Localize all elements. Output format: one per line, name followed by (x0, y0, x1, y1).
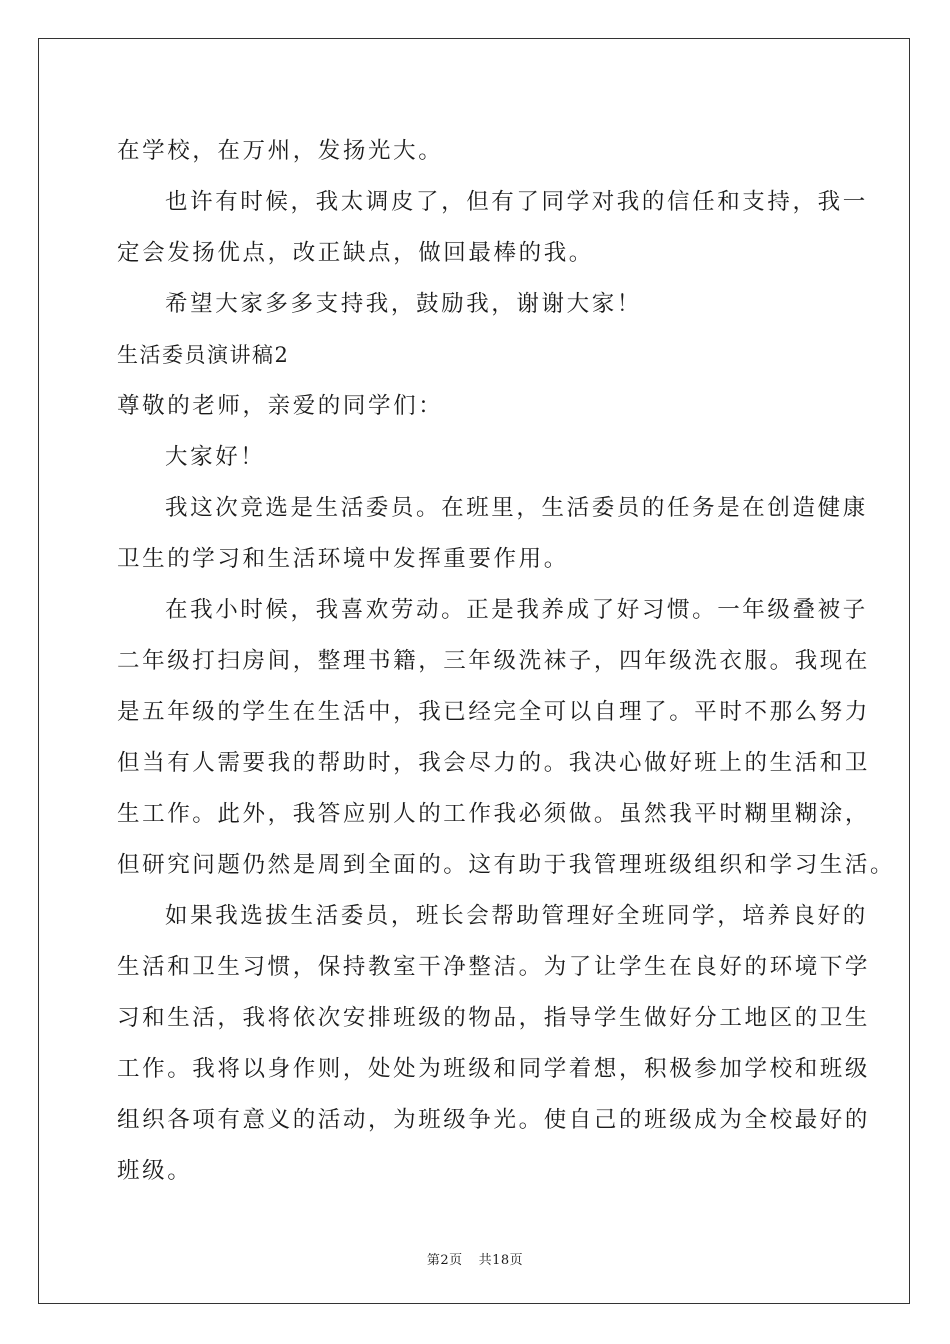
document-body (117, 126, 896, 1197)
text-line: 班级。 (117, 1158, 193, 1184)
text-line: 是五年级的学生在生活中，我已经完全可以自理了。平时不那么努力 (117, 699, 871, 725)
text-line: 组织各项有意义的活动，为班级争光。使自己的班级成为全校最好的 (117, 1107, 871, 1133)
text-line: 习和生活，我将依次安排班级的物品，指导学生做好分工地区的卫生 (117, 1005, 871, 1031)
text-line: 大家好！ (165, 444, 266, 470)
page-total: 共18页 (478, 1253, 524, 1268)
text-line: 但当有人需要我的帮助时，我会尽力的。我决心做好班上的生活和卫 (117, 750, 871, 776)
text-line: 在学校，在万州，发扬光大。 (117, 138, 444, 164)
section-heading: 生活委员演讲稿2 (117, 343, 290, 367)
text-line: 生活和卫生习惯，保持教室干净整洁。为了让学生在良好的环境下学 (117, 954, 871, 980)
text-line: 如果我选拔生活委员，班长会帮助管理好全班同学，培养良好的 (165, 903, 868, 929)
text-line: 卫生的学习和生活环境中发挥重要作用。 (117, 546, 569, 572)
page-footer (0, 1249, 950, 1268)
text-line: 尊敬的老师，亲爱的同学们： (117, 393, 444, 419)
text-line: 也许有时候，我太调皮了，但有了同学对我的信任和支持，我一 (165, 189, 868, 215)
text-line: 希望大家多多支持我，鼓励我，谢谢大家！ (165, 291, 642, 317)
text-line: 在我小时候，我喜欢劳动。正是我养成了好习惯。一年级叠被子 (165, 597, 868, 623)
text-line: 生工作。此外，我答应别人的工作我必须做。虽然我平时糊里糊涂， (117, 801, 871, 827)
page-number: 第2页 (426, 1253, 463, 1268)
text-line: 工作。我将以身作则，处处为班级和同学着想，积极参加学校和班级 (117, 1056, 871, 1082)
text-line: 但研究问题仍然是周到全面的。这有助于我管理班级组织和学习生活。 (117, 852, 896, 878)
text-line: 二年级打扫房间，整理书籍，三年级洗袜子，四年级洗衣服。我现在 (117, 648, 871, 674)
text-line: 定会发扬优点，改正缺点，做回最棒的我。 (117, 240, 594, 266)
text-line: 我这次竞选是生活委员。在班里，生活委员的任务是在创造健康 (165, 495, 868, 521)
